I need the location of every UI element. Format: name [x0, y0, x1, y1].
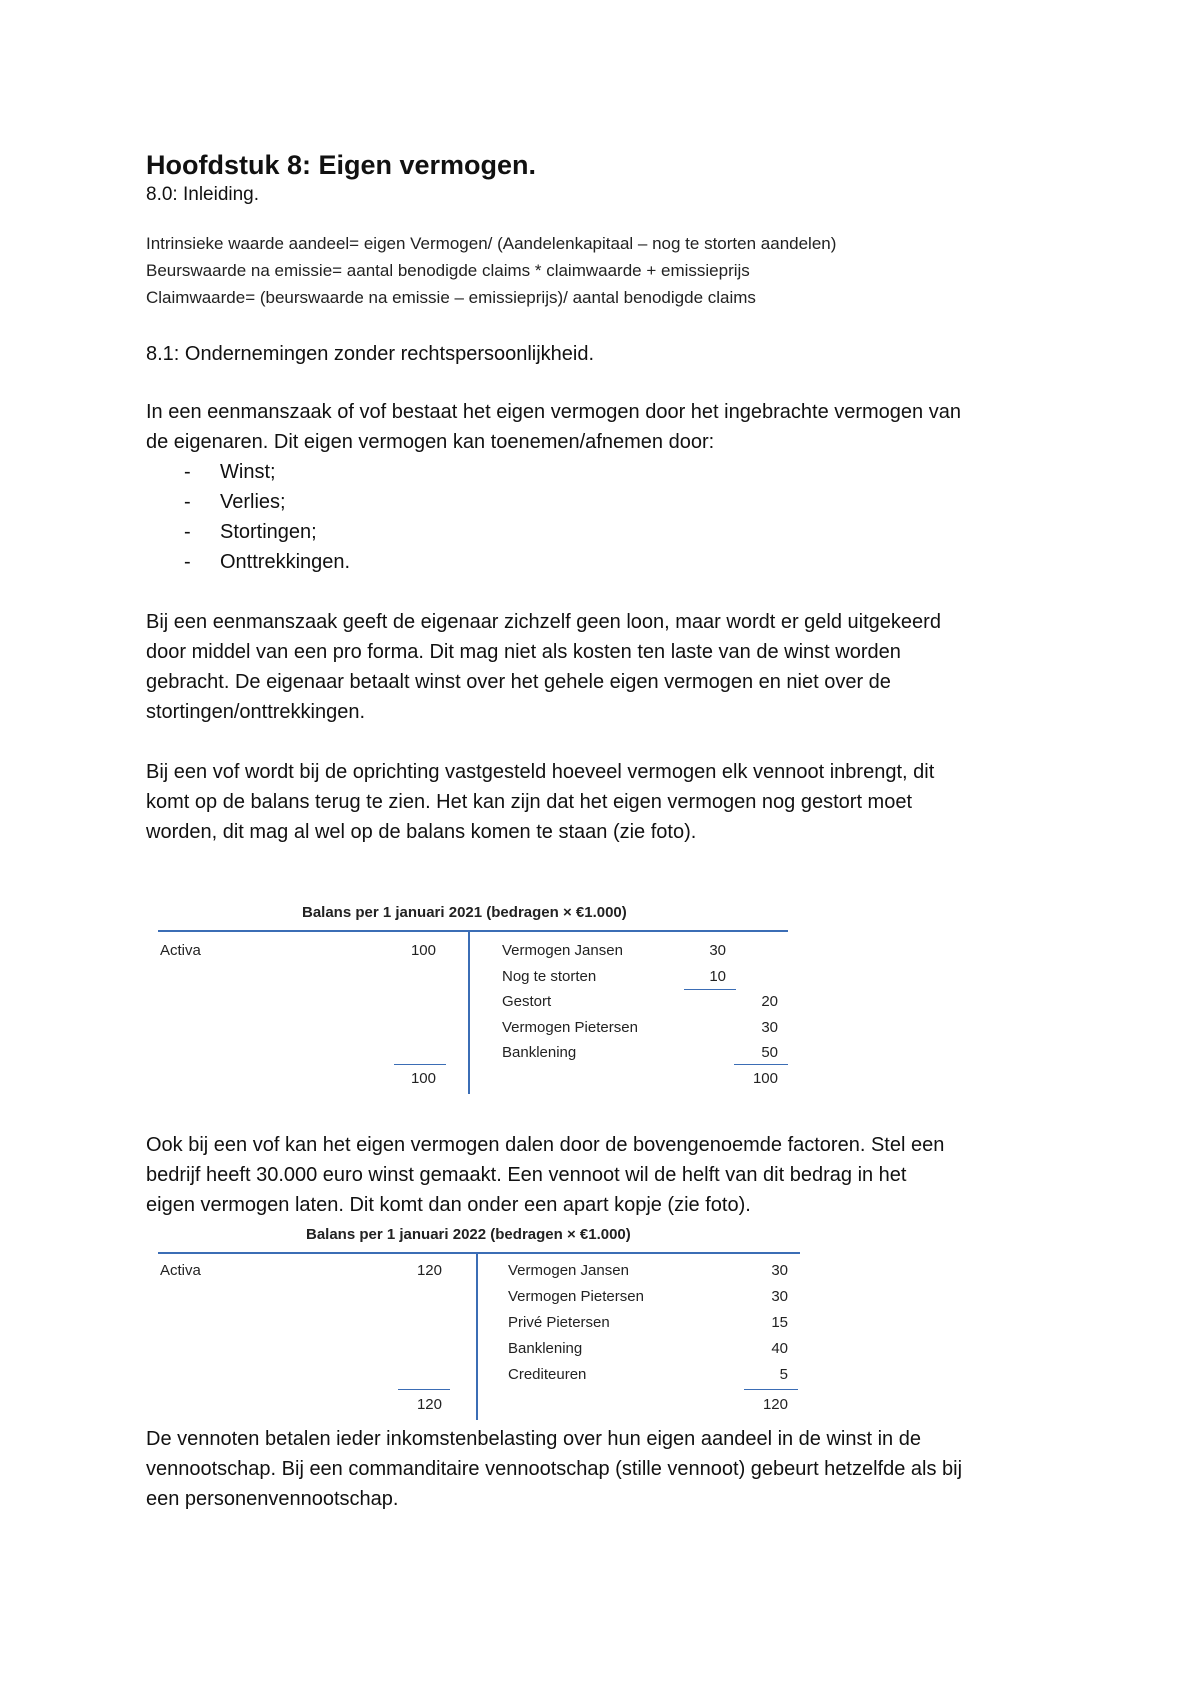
activa-total: 120	[416, 1396, 442, 1413]
document-page	[146, 148, 1066, 847]
section-heading-8-1: 8.1: Ondernemingen zonder rechtspersoonlijkheid.	[146, 343, 595, 365]
top-rule	[158, 1252, 800, 1254]
row-label: Banklening	[508, 1340, 583, 1357]
balance-sheet-2022	[158, 1226, 808, 1420]
row-label: Vermogen Jansen	[508, 1262, 629, 1279]
formula-claimwaarde: Claimwaarde= (beurswaarde na emissie – emissieprijs)/ aantal benodigde claims	[146, 288, 756, 307]
formula-intrinsieke-waarde: Intrinsieke waarde aandeel= eigen Vermogen/ (Aandelenkapitaal – nog te storten aandelen)	[146, 234, 837, 253]
balance-title: Balans per 1 januari 2022 (bedragen × €1.000)	[306, 1226, 631, 1243]
top-rule	[158, 930, 788, 932]
row-right-value: 15	[771, 1314, 788, 1331]
list-item: - Verlies;	[184, 487, 1066, 517]
row-mid-value: 30	[709, 942, 726, 959]
row-right-value: 5	[779, 1366, 788, 1383]
factor-list	[146, 457, 1066, 577]
balance-sheet-2021	[158, 904, 798, 1094]
intro-heading: 8.0: Inleiding.	[146, 184, 260, 205]
list-item: - Stortingen;	[184, 517, 1066, 547]
subtotal-underline	[684, 989, 736, 990]
row-right-value: 30	[761, 1019, 778, 1036]
paragraph-vof: Bij een vof wordt bij de oprichting vastgesteld hoeveel vermogen elk vennoot inbrengt, dit komt op de balans terug te zien. Het kan zijn dat het eigen vermogen nog gestort moet worden, dit mag al wel op de balans komen te staan (zie foto).	[146, 761, 935, 843]
center-rule	[468, 930, 470, 1094]
row-label: Vermogen Jansen	[502, 942, 623, 959]
paragraph-eenmanszaak: Bij een eenmanszaak geeft de eigenaar zichzelf geen loon, maar wordt er geld uitgekeerd door middel van een pro forma. Dit mag niet als kosten ten laste van de winst worden gebracht. De eigenaar betaalt winst over het gehele eigen vermogen en niet over de stortingen/onttrekkingen.	[146, 611, 941, 723]
paragraph-eigen-vermogen: In een eenmanszaak of vof bestaat het eigen vermogen door het ingebrachte vermogen van de eigenaren. Dit eigen vermogen kan toenemen/afnemen door:	[146, 401, 961, 453]
row-right-value: 40	[771, 1340, 788, 1357]
formula-list	[146, 230, 1066, 311]
activa-total: 100	[410, 1070, 436, 1087]
row-mid-value: 10	[709, 968, 726, 985]
activa-value: 120	[416, 1262, 442, 1279]
passiva-underline	[744, 1389, 798, 1390]
activa-value: 100	[410, 942, 436, 959]
activa-label: Activa	[160, 1262, 201, 1279]
row-right-value: 30	[771, 1288, 788, 1305]
row-right-value: 30	[771, 1262, 788, 1279]
row-label: Vermogen Pietersen	[502, 1019, 638, 1036]
formula-beurswaarde: Beurswaarde na emissie= aantal benodigde claims * claimwaarde + emissieprijs	[146, 261, 750, 280]
chapter-title: Hoofdstuk 8: Eigen vermogen.	[146, 150, 537, 180]
row-label: Vermogen Pietersen	[508, 1288, 644, 1305]
center-rule	[476, 1252, 478, 1420]
balance-title: Balans per 1 januari 2021 (bedragen × €1.000)	[302, 904, 627, 921]
activa-label: Activa	[160, 942, 201, 959]
passiva-underline	[734, 1064, 788, 1065]
row-label: Banklening	[502, 1044, 577, 1061]
paragraph-prive: Ook bij een vof kan het eigen vermogen dalen door de bovengenoemde factoren. Stel een bedrijf heeft 30.000 euro winst gemaakt. Een vennoot wil de helft van dit bedrag in het eigen vermogen laten. Dit komt dan onder een apart kopje (zie foto).	[146, 1134, 945, 1216]
paragraph-inkomstenbelasting: De vennoten betalen ieder inkomstenbelasting over hun eigen aandeel in de winst in de vennootschap. Bij een commanditaire vennootschap (stille vennoot) gebeurt hetzelfde als bij een personenvennootschap.	[146, 1428, 963, 1510]
row-label: Crediteuren	[508, 1366, 587, 1383]
activa-underline	[398, 1389, 450, 1390]
row-label: Gestort	[502, 993, 552, 1010]
row-label: Privé Pietersen	[508, 1314, 610, 1331]
activa-underline	[394, 1064, 446, 1065]
row-label: Nog te storten	[502, 968, 597, 985]
list-item: - Onttrekkingen.	[184, 547, 1066, 577]
passiva-total: 100	[752, 1070, 778, 1087]
row-right-value: 50	[761, 1044, 778, 1061]
passiva-total: 120	[762, 1396, 788, 1413]
list-item: - Winst;	[184, 457, 1066, 487]
row-right-value: 20	[761, 993, 778, 1010]
